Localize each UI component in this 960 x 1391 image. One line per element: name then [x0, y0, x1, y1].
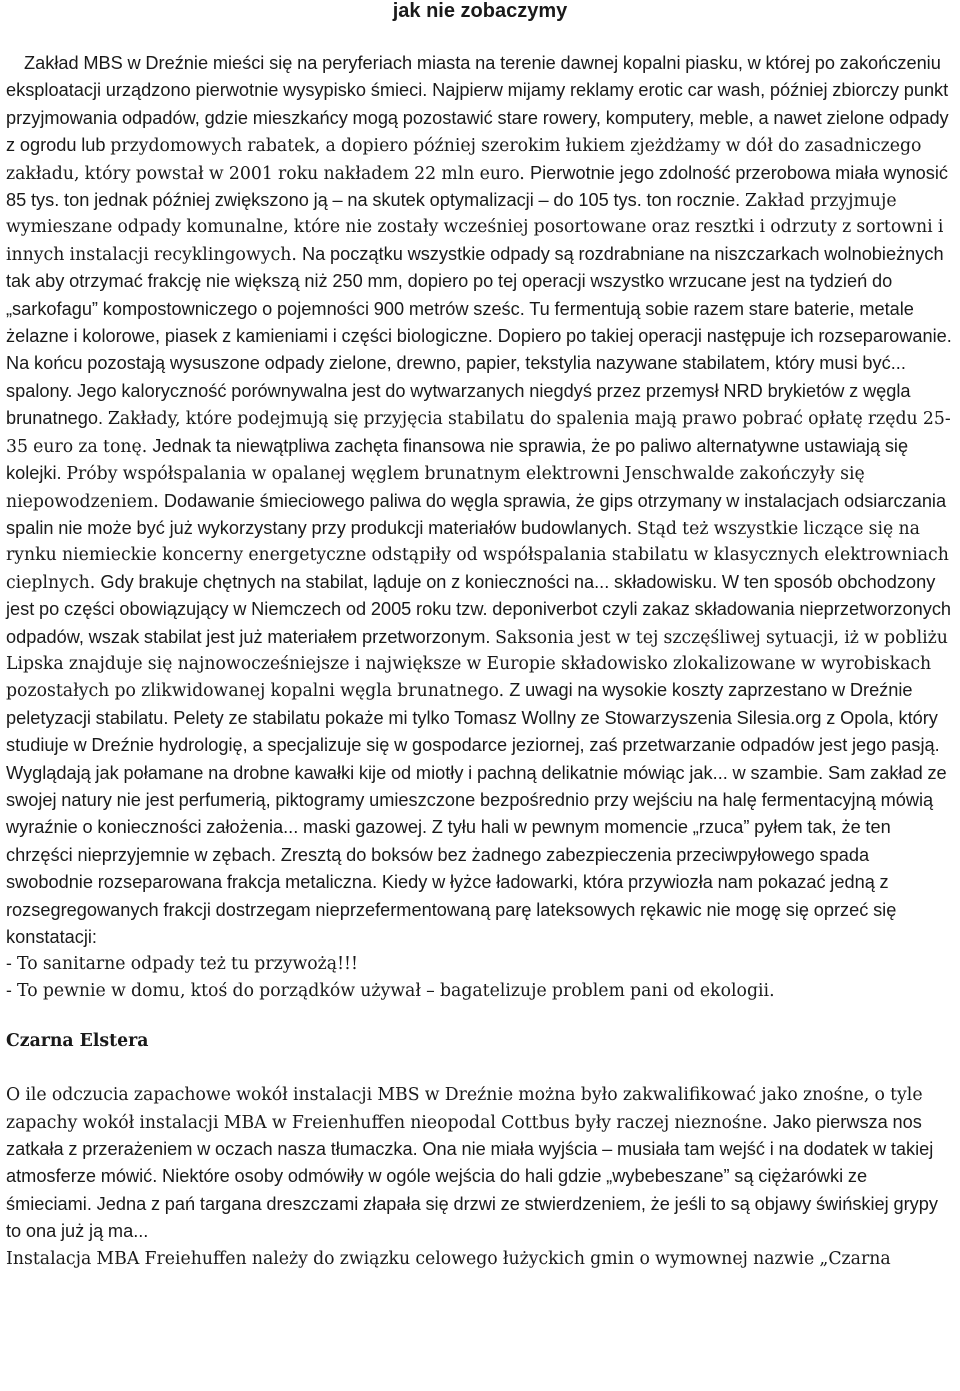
text-run: Próby współspalania w opalanej węglem brunatnym elektrowni Jenschwalde zakończyły się niepowodzeniem.	[6, 464, 865, 512]
text-run: Zakład MBS w Dreźnie mieści się na peryferiach miasta na terenie dawnej kopalni piasku, w której po zakończeniu eksploatacji urządzono pierwotnie wysypisko śmieci. Najpierw mijamy reklamy erotic car wash, później zbiorczy punkt przyjmowania odpadów, gdzie mieszkańcy mogą pozostawić stare rowery, komputery, meble, a nawet zielone odpady z ogrodu lub	[6, 53, 949, 156]
text-run: Zakłady, które podejmują się przyjęcia stabilatu do spalenia mają prawo pobrać opłatę rzędu 25-35 euro za tonę.	[6, 409, 951, 457]
text-run: Tu fermentują sobie razem stare baterie, metale żelazne i kolorowe, piasek z kamieniami i części biologiczne. Dopiero po takiej operacji następuje ich rozseparowanie. Na końcu pozostają wysuszone odpady zielone, drewno, papier, tekstylia nazywane stabilatem, który musi być... spalony. Jego kaloryczność porównywalna jest do wytwarzanych niegdyś przez przemysł NRD brykietów z węgla brunatnego.	[6, 298, 952, 429]
dialogue-line-2: - To pewnie w domu, ktoś do porządków używał – bagatelizuje problem pani od ekologii.	[6, 980, 775, 1001]
text-run: Jako pierwsza nos zatkała z przerażeniem w oczach nasza tłumaczka. Ona nie miała wyjścia – musiała tam wejść i na dodatek w takiej atmosferze mówić. Niektóre osoby odmówiły w ogóle wejścia do hali gdzie „wybebeszane” są ciężarówki ze śmieciami. Jedna z pań targana dreszczami złapała się drzwi ze stwierdzeniem, że jeśli to są objawy świńskiej grypy to ona już ją ma...	[6, 1111, 938, 1242]
text-run: Sam zakład ze swojej natury nie jest perfumerią, piktogramy umieszczone bezpośrednio przy wejściu na halę fermentacyjną mówią wyraźnie o konieczności założenia... maski gazowej. Z tyłu hali w pewnym momencie „rzuca” pyłem tak, że ten chrzęści nieprzyjemnie w zębach. Zresztą do boksów bez żadnego zabezpieczenia przeciwpyłowego spada swobodnie rozseparowana frakcja metaliczna. Kiedy w łyżce ładowarki, która przywiozła nam pokazać jedną z rozsegregowanych frakcji dostrzegam nieprzefermentowaną parę lateksowych rękawic nie mogę się oprzeć się konstatacji:	[6, 762, 947, 947]
text-run: Saksonia jest w tej szczęśliwej sytuacji, iż w pobliżu Lipska znajduje się najnowocześniejsze i największe w Europie składowisko zlokalizowane w wyrobiskach pozostałych po zlikwidowanej kopalni węgla brunatnego.	[6, 627, 948, 702]
text-run: Stąd też wszystkie liczące się na rynku niemieckie koncerny energetyczne odstąpiły od współspalania stabilatu w klasycznych elektrowniach cieplnych.	[6, 518, 949, 593]
paragraph-mba-continuation: Instalacja MBA Freiehuffen należy do związku celowego łużyckich gmin o wymownej nazwie „Czarna	[6, 1248, 891, 1269]
text-run: Gdy brakuje chętnych na stabilat, ląduje on z konieczności na... składowisku. W ten sposób obchodzony jest po części obowiązujący w Niemczech od 2005 roku tzw. deponiverbot czyli zakaz składowania nieprzetworzonych odpadów, wszak stabilat jest już materiałem przetworzonym.	[6, 571, 952, 647]
text-run: O ile odczucia zapachowe wokół instalacji MBS w Dreźnie można było zakwalifikować jako znośne, o tyle zapachy wokół instalacji MBA w Freienhuffen nieopodal Cottbus były raczej nieznośne.	[6, 1085, 923, 1133]
dialogue-line-1: - To sanitarne odpady też tu przywożą!!!	[6, 954, 358, 975]
text-run: Dodawanie śmieciowego paliwa do węgla sprawia, że gips otrzymany w instalacjach odsiarczania spalin nie może być już wykorzystany przy produkcji materiałów budowlanych.	[6, 490, 947, 538]
text-run: Z uwagi na wysokie koszty zaprzestano w Dreźnie peletyzacji stabilatu. Pelety ze stabilatu pokaże mi tylko Tomasz Wollny ze Stowarzyszenia Silesia.org z Opola, który studiuje w Dreźnie hydrologię, a specjalizuje się w gospodarce jeziornej, zaś przetwarzanie odpadów jest jego pasją. Wyglądają jak połamane na drobne kawałki kije od miotły i pachną delikatnie mówiąc jak... w szambie.	[6, 680, 940, 783]
text-run: Pierwotnie jego zdolność przerobowa miała wynosić 85 tys. ton jednak później zwiększono ją – na skutek optymalizacji – do 105 tys. ton rocznie.	[6, 162, 949, 211]
text-run: przydomowych rabatek, a dopiero później szerokim łukiem zjeżdżamy w dół do zasadniczego zakładu, który powstał w 2001 roku nakładem 22 mln euro.	[6, 136, 922, 184]
text-run: Zakład przyjmuje wymieszane odpady komunalne, które nie zostały wcześniej posortowane oraz resztki i odrzuty z sortowni i innych instalacji recyklingowych.	[6, 191, 944, 265]
subheading-czarna-elstera: Czarna Elstera	[6, 1031, 149, 1052]
section-title: jak nie zobaczymy	[392, 0, 568, 22]
paragraph-mbs-dresden	[6, 50, 954, 951]
text-run: Jednak ta niewątpliwa zachęta finansowa nie sprawia, że po paliwo alternatywne ustawiają się kolejki.	[6, 435, 909, 484]
paragraph-mba-freienhuffen	[6, 1082, 954, 1245]
document-page	[6, 0, 954, 1272]
text-run: Na początku wszystkie odpady są rozdrabniane na niszczarkach wolnobieżnych tak aby otrzymać frakcję nie większą niż 250 mm, dopiero po tej operacji wszystko wrzucane jest na tydzień do „sarkofagu” kompostowniczego o pojemności 900 metrów sześc.	[6, 243, 944, 319]
